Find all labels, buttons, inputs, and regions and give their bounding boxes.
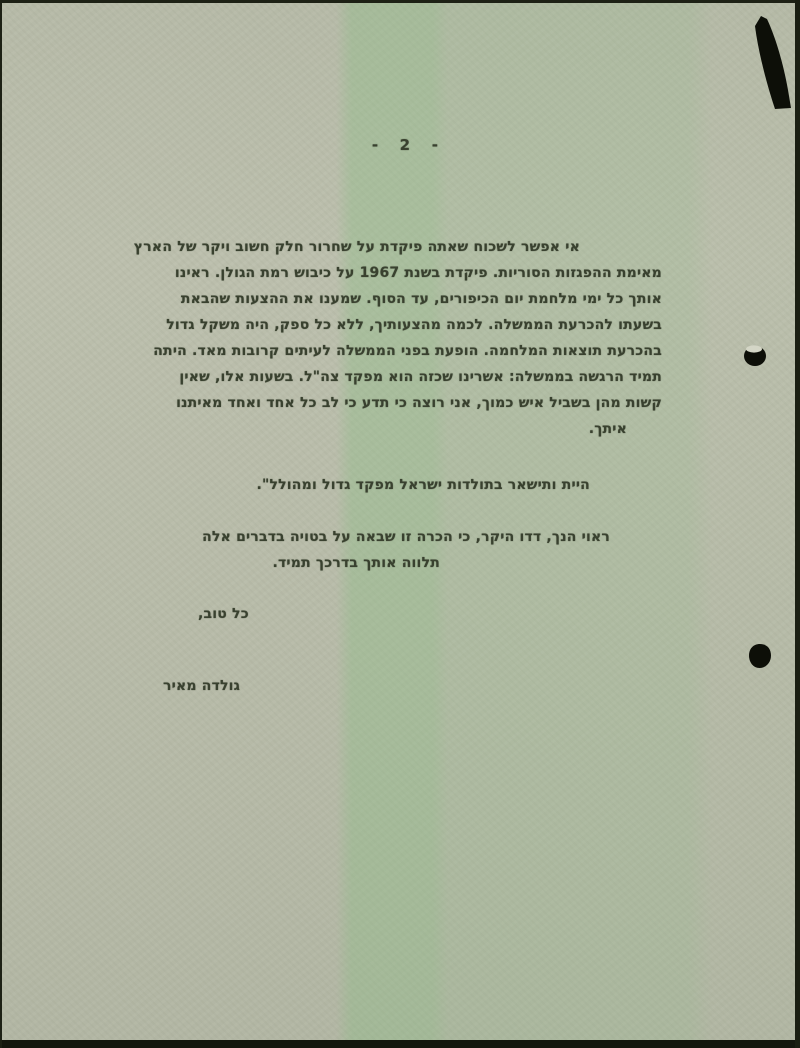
scan-edge-left — [0, 0, 2, 1048]
ink-dot-mark — [747, 643, 773, 673]
paragraph-3 — [90, 524, 662, 576]
paragraph-1 — [90, 234, 662, 442]
ink-blot-crescent-mark — [742, 344, 770, 374]
paragraph-1-line: מאימת ההפגזות הסוריות. פיקדת בשנת 1967 על כיבוש רמת הגולן. ראינו — [174, 265, 662, 281]
paragraph-1-line: אותך כל ימי מלחמת יום הכיפורים, עד הסוף. שמענו את ההצעות שהבאת — [180, 291, 662, 307]
paragraph-1-line: בשעתו להכרעת הממשלה. לכמה מהצעותיך, ללא כל ספק, היה משקל גדול — [166, 317, 662, 333]
paragraph-1-line: איתך. — [588, 421, 627, 437]
paragraph-1-line: תמיד הרגשה בממשלה: אשרינו שכזה הוא מפקד צה"ל. בשעות אלו, שאין — [179, 369, 662, 385]
page-number: - 2 - — [371, 136, 439, 154]
scan-edge-bottom — [0, 1040, 800, 1048]
ink-streak-mark — [751, 16, 797, 114]
paragraph-1-line: קשות מהן בשביל איש כמוך, אני רוצה כי תדע כי לב כל אחד ואחד מאיתנו — [176, 395, 662, 411]
scan-edge-right — [795, 0, 800, 1048]
signature-golda-meir: גולדה מאיר — [163, 678, 241, 694]
scan-edge-top — [0, 0, 800, 3]
paragraph-2 — [90, 472, 662, 498]
paragraph-3-line: תלווה אותך בדרכך תמיד. — [272, 555, 440, 571]
paragraph-3-line: ראוי הנך, דדו היקר, כי הכרה זו שבאה על בטויה בדברים אלה — [202, 529, 610, 545]
closing-salutation: כל טוב, — [198, 606, 249, 622]
paragraph-1-line: אי אפשר לשכוח שאתה פיקדת על שחרור חלק חשוב ויקר של הארץ — [133, 239, 580, 255]
letter-body — [90, 234, 662, 576]
paragraph-1-line: בהכרעת תוצאות המלחמה. הופעת בפני הממשלה לעיתים קרובות מאד. היתה — [153, 343, 662, 359]
paragraph-2-line: היית ותישאר בתולדות ישראל מפקד גדול ומהולל". — [256, 477, 590, 493]
